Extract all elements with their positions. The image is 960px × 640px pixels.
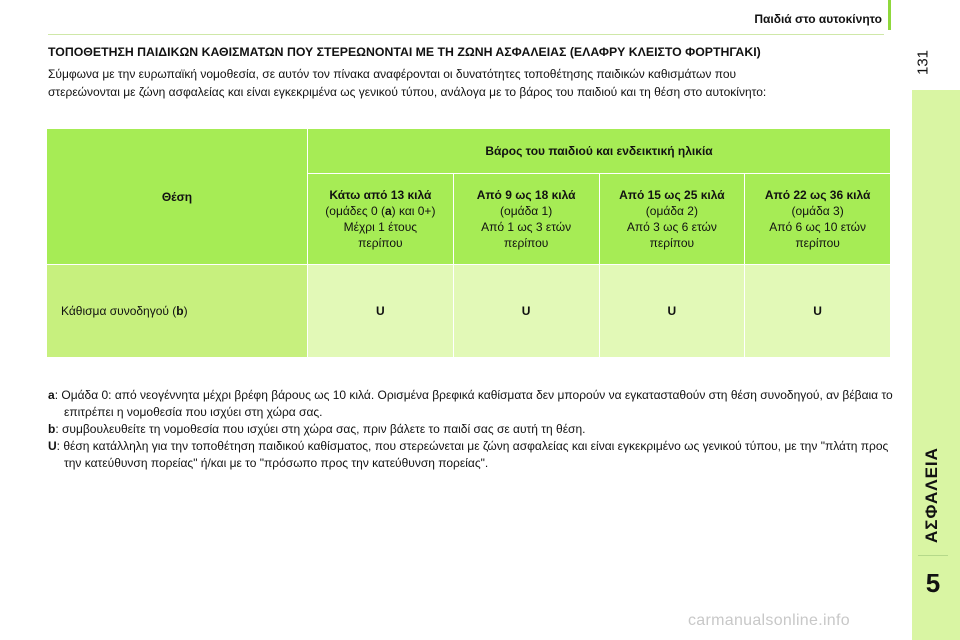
- side-section-label: ΑΣΦΑΛΕΙΑ: [922, 447, 941, 543]
- group-label: (ομάδα 3): [791, 204, 844, 218]
- side-divider: [918, 555, 948, 556]
- group-column-3: [745, 174, 891, 265]
- group-age-approx: περίπου: [358, 236, 403, 250]
- group-age-approx: περίπου: [503, 236, 549, 250]
- row-label-mark: b: [176, 304, 184, 318]
- group-weight: Κάτω από 13 κιλά: [329, 188, 432, 202]
- header-divider: [48, 34, 884, 35]
- page-number: 131: [914, 49, 932, 75]
- chapter-header-title: Παιδιά στο αυτοκίνητο: [754, 12, 882, 26]
- footnote-u: [48, 438, 898, 472]
- footnote-text: : θέση κατάλληλη για την τοποθέτηση παιδικού καθίσματος, που στερεώνεται με ζώνη ασφαλείας και είναι εγκεκριμένο ως γενικού τύπου, με την "πλάτη προς την κατεύθυνση πορείας" ή/και με το "πρόσωπο προς την κατεύθυνση πορείας".: [56, 439, 889, 470]
- watermark: carmanualsonline.info: [688, 612, 850, 629]
- group-weight: Από 9 ως 18 κιλά: [476, 188, 576, 202]
- footnote-a: [48, 387, 898, 421]
- group-age-approx: περίπου: [649, 236, 695, 250]
- suitability-cell: U: [745, 265, 891, 358]
- row-label-pre: Κάθισμα συνοδηγού (: [61, 304, 177, 318]
- group-column-0: [308, 174, 454, 265]
- intro-paragraph: [48, 65, 898, 101]
- footnote-b: [48, 421, 898, 438]
- suitability-cell: U: [453, 265, 599, 358]
- suitability-cell: U: [599, 265, 745, 358]
- footnote-key: U: [48, 439, 57, 453]
- group-weight: Από 15 ως 25 κιλά: [619, 188, 725, 202]
- footnotes: [48, 387, 898, 472]
- header-accent-bar: [888, 0, 891, 30]
- group-weight: Από 22 ως 36 κιλά: [764, 188, 871, 202]
- passenger-seat-label: [47, 265, 308, 358]
- group-column-1: [453, 174, 599, 265]
- group-age: Από 1 ως 3 ετών: [481, 220, 572, 234]
- group-age: Μέχρι 1 έτους: [343, 220, 418, 234]
- group-age-approx: περίπου: [795, 236, 840, 250]
- footnote-key: b: [48, 422, 56, 436]
- group-label-pre: (ομάδες 0 (: [325, 204, 385, 218]
- footnote-text: : συμβουλευθείτε τη νομοθεσία που ισχύει στη χώρα σας, πριν βάλετε το παιδί σας σε αυτή τη θέση.: [55, 422, 586, 436]
- chapter-number: 5: [925, 567, 941, 598]
- suitability-cell: U: [308, 265, 454, 358]
- intro-line-2: στερεώνονται με ζώνη ασφαλείας και είναι εγκεκριμένα ως γενικού τύπου, ανάλογα με το βάρος του παιδιού και τη θέση στο αυτοκίνητο:: [48, 85, 767, 99]
- intro-line-1: Σύμφωνα με την ευρωπαϊκή νομοθεσία, σε αυτόν τον πίνακα αναφέρονται οι δυνατότητες τοποθέτησης παιδικών καθισμάτων που: [48, 67, 737, 81]
- group-label-mark: a: [384, 204, 392, 218]
- group-label: (ομάδα 1): [500, 204, 553, 218]
- footnote-key: a: [48, 388, 55, 402]
- child-seat-table: [46, 128, 891, 358]
- group-label-post: ) και 0+): [391, 204, 436, 218]
- footnote-text: : Ομάδα 0: από νεογέννητα μέχρι βρέφη βάρους ως 10 κιλά. Ορισμένα βρεφικά καθίσματα δεν μπορούν να εγκατασταθούν στη θέση συνοδηγού, αν βέβαια το επιτρέπει η νομοθεσία που ισχύει στη χώρα σας.: [54, 388, 893, 419]
- section-title: ΤΟΠΟΘΕΤΗΣΗ ΠΑΙΔΙΚΩΝ ΚΑΘΙΣΜΑΤΩΝ ΠΟΥ ΣΤΕΡΕΩΝΟΝΤΑΙ ΜΕ ΤΗ ΖΩΝΗ ΑΣΦΑΛΕΙΑΣ (ΕΛΑΦΡΥ ΚΛΕΙΣΤΟ ΦΟΡΤΗΓΑΚΙ): [48, 45, 761, 59]
- group-column-2: [599, 174, 745, 265]
- group-age: Από 6 ως 10 ετών: [769, 220, 866, 234]
- position-header: Θέση: [47, 129, 308, 265]
- group-label: (ομάδα 2): [645, 204, 698, 218]
- side-tab-band: [912, 90, 960, 640]
- row-label-post: ): [183, 304, 188, 318]
- weight-header: Βάρος του παιδιού και ενδεικτική ηλικία: [308, 129, 891, 174]
- group-age: Από 3 ως 6 ετών: [626, 220, 717, 234]
